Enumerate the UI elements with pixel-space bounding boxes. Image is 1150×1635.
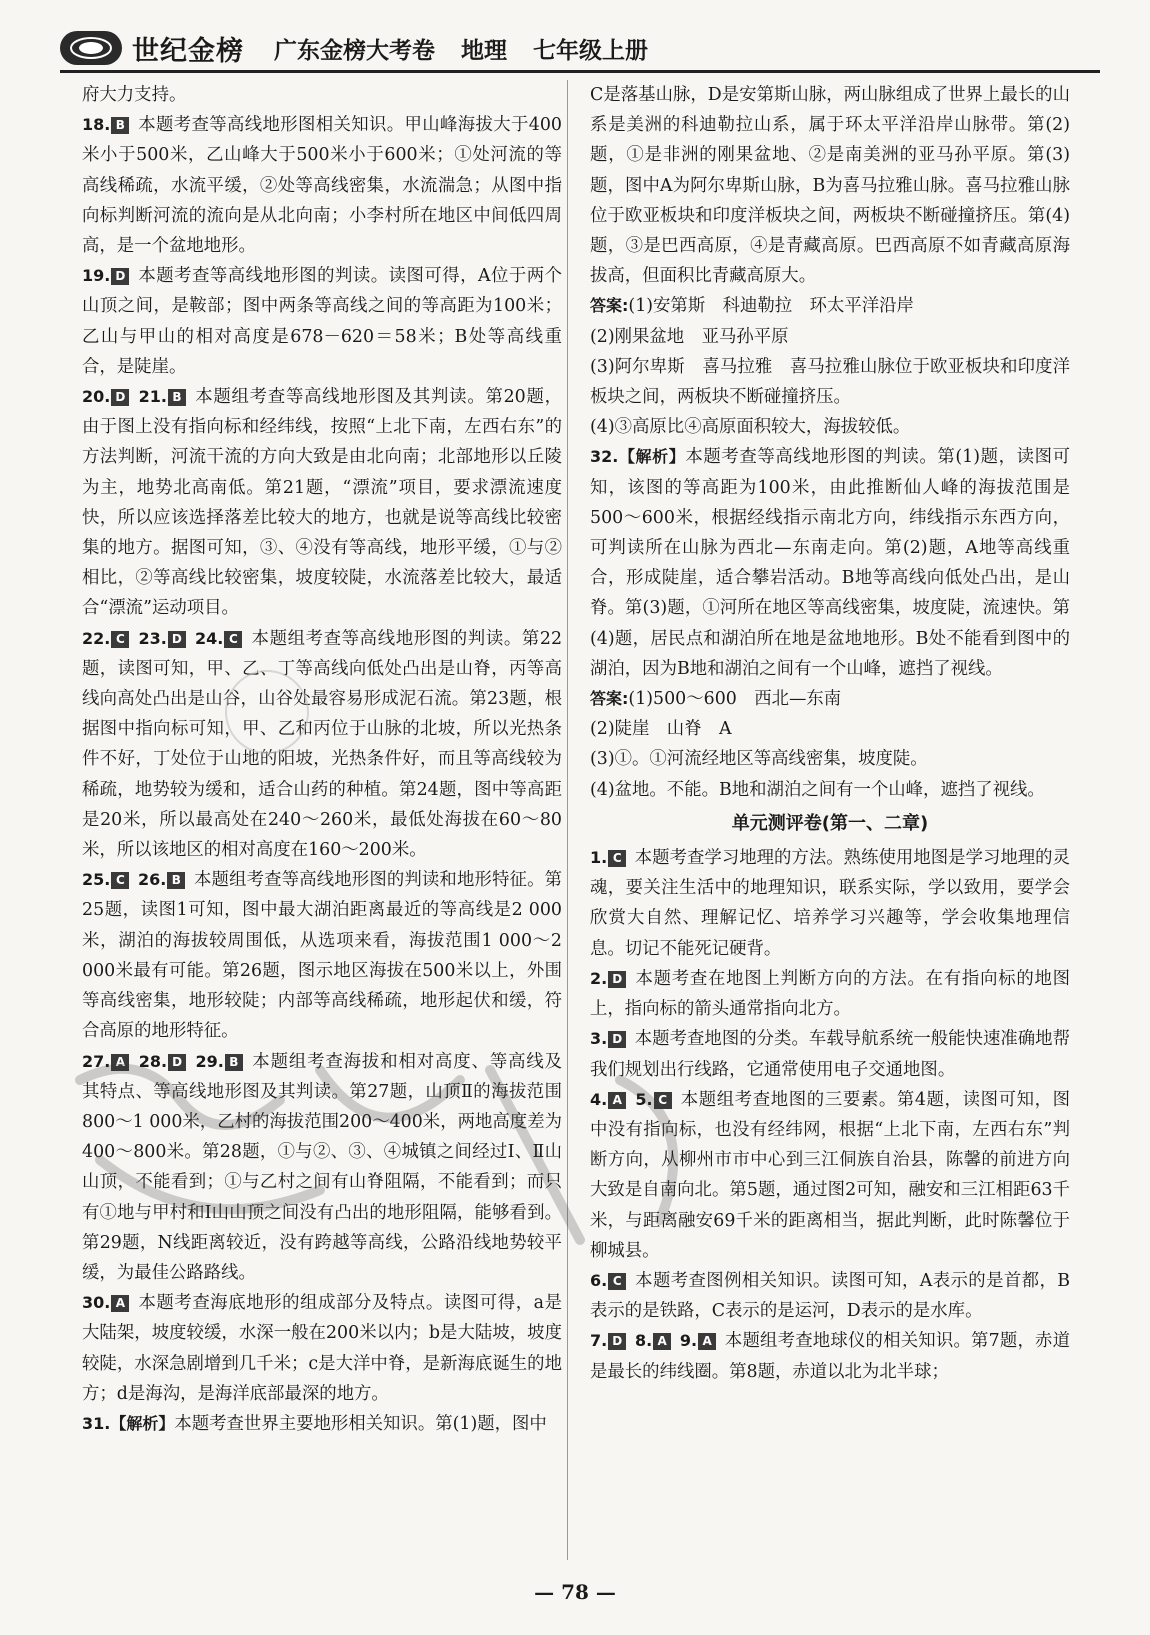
answer-item-22-24: 22. C 23. D 24. C 本题组考查等高线地形图的判读。第22题，读图可知，甲、乙、丁等高线向低处凸出是山脊，丙等高线向高处凸出是山谷，山谷处最容易形成泥石流。第23题，根据图中指向标可知，甲、乙和丙位于山脉的北坡，所以光热条件不好，丁处位于山地的阳坡，光热条件好，而且等高线较为稀疏，地势较为缓和，适合山药的种植。第24题，图中等高距是20米，所以最高处在240～260米，最低处海拔在60～80米，所以该地区的相对高度在160～200米。 bbox=[82, 628, 563, 861]
answer-item-31: 31.【解析】本题考查世界主要地形相关知识。第(1)题，图中 bbox=[82, 1413, 547, 1434]
subject-title: 地理 bbox=[461, 37, 507, 64]
answer-31-line-1: 答案:(1)安第斯 科迪勒拉 环太平洋沿岸 bbox=[590, 296, 914, 317]
right-column bbox=[590, 80, 1070, 1387]
stamp-mark bbox=[225, 670, 309, 754]
answer-31-line-3: (3)阿尔卑斯 喜马拉雅 喜马拉雅山脉位于欧亚板块和印度洋板块之间，两板块不断碰撞挤压。 bbox=[590, 356, 1070, 408]
grade-title: 七年级上册 bbox=[533, 37, 648, 64]
unit-answer-7-9: 7. D 8. A 9. A 本题组考查地球仪的相关知识。第7题，赤道是最长的纬线圈。第8题，赤道以北为北半球； bbox=[590, 1331, 1071, 1382]
book-series-title: 广东金榜大考卷 bbox=[274, 37, 435, 64]
answer-32-line-1: 答案:(1)500～600 西北—东南 bbox=[590, 689, 842, 710]
answer-32-line-4: (4)盆地。不能。B地和湖泊之间有一个山峰，遮挡了视线。 bbox=[590, 779, 1045, 800]
unit-answer-2: 2. D 本题考查在地图上判断方向的方法。在有指向标的地图上，指向标的箭头通常指向北方。 bbox=[590, 968, 1070, 1020]
header-rule bbox=[60, 70, 1100, 73]
answer-item-19: 19. D 本题考查等高线地形图的判读。读图可得，A位于两个山顶之间，是鞍部；图中两条等高线之间的等高距为100米；乙山与甲山的相对高度是678－620＝58米；B处等高线重合，是陡崖。 bbox=[82, 266, 563, 377]
answer-item-27-29: 27. A 28. D 29. B 本题组考查海拔和相对高度、等高线及其特点、等高线地形图及其判读。第27题，山顶Ⅱ的海拔范围800～1 000米，乙村的海拔范围200～400米，两地高度差为400～800米。第28题，①与②、③、④城镇之间经过Ⅰ、Ⅱ山山顶，不能看到；①与乙村之间有山脊阻隔，不能看到；而只有①地与甲村和Ⅰ山山顶之间没有凸出的地形阻隔，能够看到。第29题，N线距离较近，没有跨越等高线，公路沿线地势较平缓，为最佳公路路线。 bbox=[82, 1051, 563, 1283]
brand-name: 世纪金榜 bbox=[132, 35, 244, 67]
column-divider bbox=[567, 80, 568, 1560]
answer-item-32: 32.【解析】本题考查等高线地形图的判读。第(1)题，读图可知，该图的等高距为100米，由此推断仙人峰的海拔范围是500～600米，根据经线指示南北方向，纬线指示东西方向，可判读所在山脉为西北—东南走向。第(2)题，A地等高线重合，形成陡崖，适合攀岩活动。B地等高线向低处凸出，是山脊。第(3)题，①河所在地区等高线密集，坡度陡，流速快。第(4)题，居民点和湖泊所在地是盆地地形。B处不能看到图中的湖泊，因为B地和湖泊之间有一个山峰，遮挡了视线。 bbox=[590, 447, 1070, 679]
page-header bbox=[60, 26, 1100, 70]
answer-item-25-26: 25. C 26. B 本题组考查等高线地形图的判读和地形特征。第25题，读图1可知，图中最大湖泊距离最近的等高线是2 000米，湖泊的海拔较周围低，从选项来看，海拔范围1 000～2 000米最有可能。第26题，图示地区海拔在500米以上，外围等高线密集，地形较陡；内部等高线稀疏，地形起伏和缓，符合高原的地形特征。 bbox=[82, 870, 562, 1042]
section-title: 单元测评卷(第一、二章) bbox=[731, 812, 929, 834]
answer-item-31-continued: C是落基山脉，D是安第斯山脉，两山脉组成了世界上最长的山系是美洲的科迪勒拉山系，属于环太平洋沿岸山脉带。第(2)题，①是非洲的刚果盆地、②是南美洲的亚马孙平原。第(3)题，图中A为阿尔卑斯山脉，B为喜马拉雅山脉。喜马拉雅山脉位于欧亚板块和印度洋板块之间，两板块不断碰撞挤压。第(4)题，③是巴西高原，④是青藏高原。巴西高原不如青藏高原海拔高，但面积比青藏高原大。 bbox=[590, 85, 1070, 287]
answer-32-line-3: (3)①。①河流经地区等高线密集，坡度陡。 bbox=[590, 749, 928, 770]
answer-31-line-2: (2)刚果盆地 亚马孙平原 bbox=[590, 326, 789, 347]
logo-emblem-icon bbox=[68, 36, 114, 60]
left-column bbox=[82, 80, 562, 1439]
answer-32-line-2: (2)陡崖 山脊 A bbox=[590, 719, 732, 740]
page-number: — 78 — bbox=[534, 1580, 616, 1604]
answer-item-18: 18. B 本题考查等高线地形图相关知识。甲山峰海拔大于400米小于500米，乙山峰大于500米小于600米；①处河流的等高线稀疏，水流平缓，②处等高线密集，水流湍急；从图中指向标判断河流的流向是从北向南；小李村所在地区中间低四周高，是一个盆地地形。 bbox=[82, 115, 562, 257]
answer-item-20-21: 20. D 21. B 本题组考查等高线地形图及其判读。第20题，由于图上没有指向标和经纬线，按照“上北下南，左西右东”的方法判断，河流干流的方向大致是由北向南；北部地形以丘陵为主，地势北高南低。第21题，“漂流”项目，要求漂流速度快，所以应该选择落差比较大的地方，也就是说等高线比较密集的地方。据图可知，③、④没有等高线，地形平缓，①与②相比，②等高线比较密集，坡度较陡，水流落差比较大，最适合“漂流”运动项目。 bbox=[82, 387, 562, 619]
unit-answer-1: 1. C 本题考查学习地理的方法。熟练使用地图是学习地理的灵魂，要关注生活中的地理知识，联系实际，学以致用，要学会欣赏大自然、理解记忆、培养学习兴趣等，学会收集地理信息。切记不能死记硬背。 bbox=[590, 848, 1070, 959]
answer-item-30: 30. A 本题考查海底地形的组成部分及特点。读图可得，a是大陆架，坡度较缓，水深一般在200米以内；b是大陆坡，坡度较陡，水深急剧增到几千米；c是大洋中脊，是新海底诞生的地方；d是海沟，是海洋底部最深的地方。 bbox=[82, 1293, 563, 1404]
unit-answer-3: 3. D 本题考查地图的分类。车载导航系统一般能快速准确地帮我们规划出行线路，它通常使用电子交通地图。 bbox=[590, 1029, 1070, 1080]
unit-answer-6: 6. C 本题考查图例相关知识。读图可知，A表示的是首都，B表示的是铁路，C表示的是运河，D表示的是水库。 bbox=[590, 1270, 1071, 1322]
brand-logo bbox=[60, 31, 122, 65]
answer-31-line-4: (4)③高原比④高原面积较大，海拔较低。 bbox=[590, 417, 911, 438]
continued-text: 府大力支持。 bbox=[82, 85, 187, 105]
unit-answer-4-5: 4. A 5. C 本题组考查地图的三要素。第4题，读图可知，图中没有指向标，也没有经纬网，根据“上北下南，左西右东”判断方向，从柳州市市中心到三江侗族自治县，陈馨的前进方向大致是自南向北。第5题，通过图2可知，融安和三江相距63千米，与距离融安69千米的距离相当，据此判断，此时陈馨位于柳城县。 bbox=[590, 1089, 1071, 1261]
